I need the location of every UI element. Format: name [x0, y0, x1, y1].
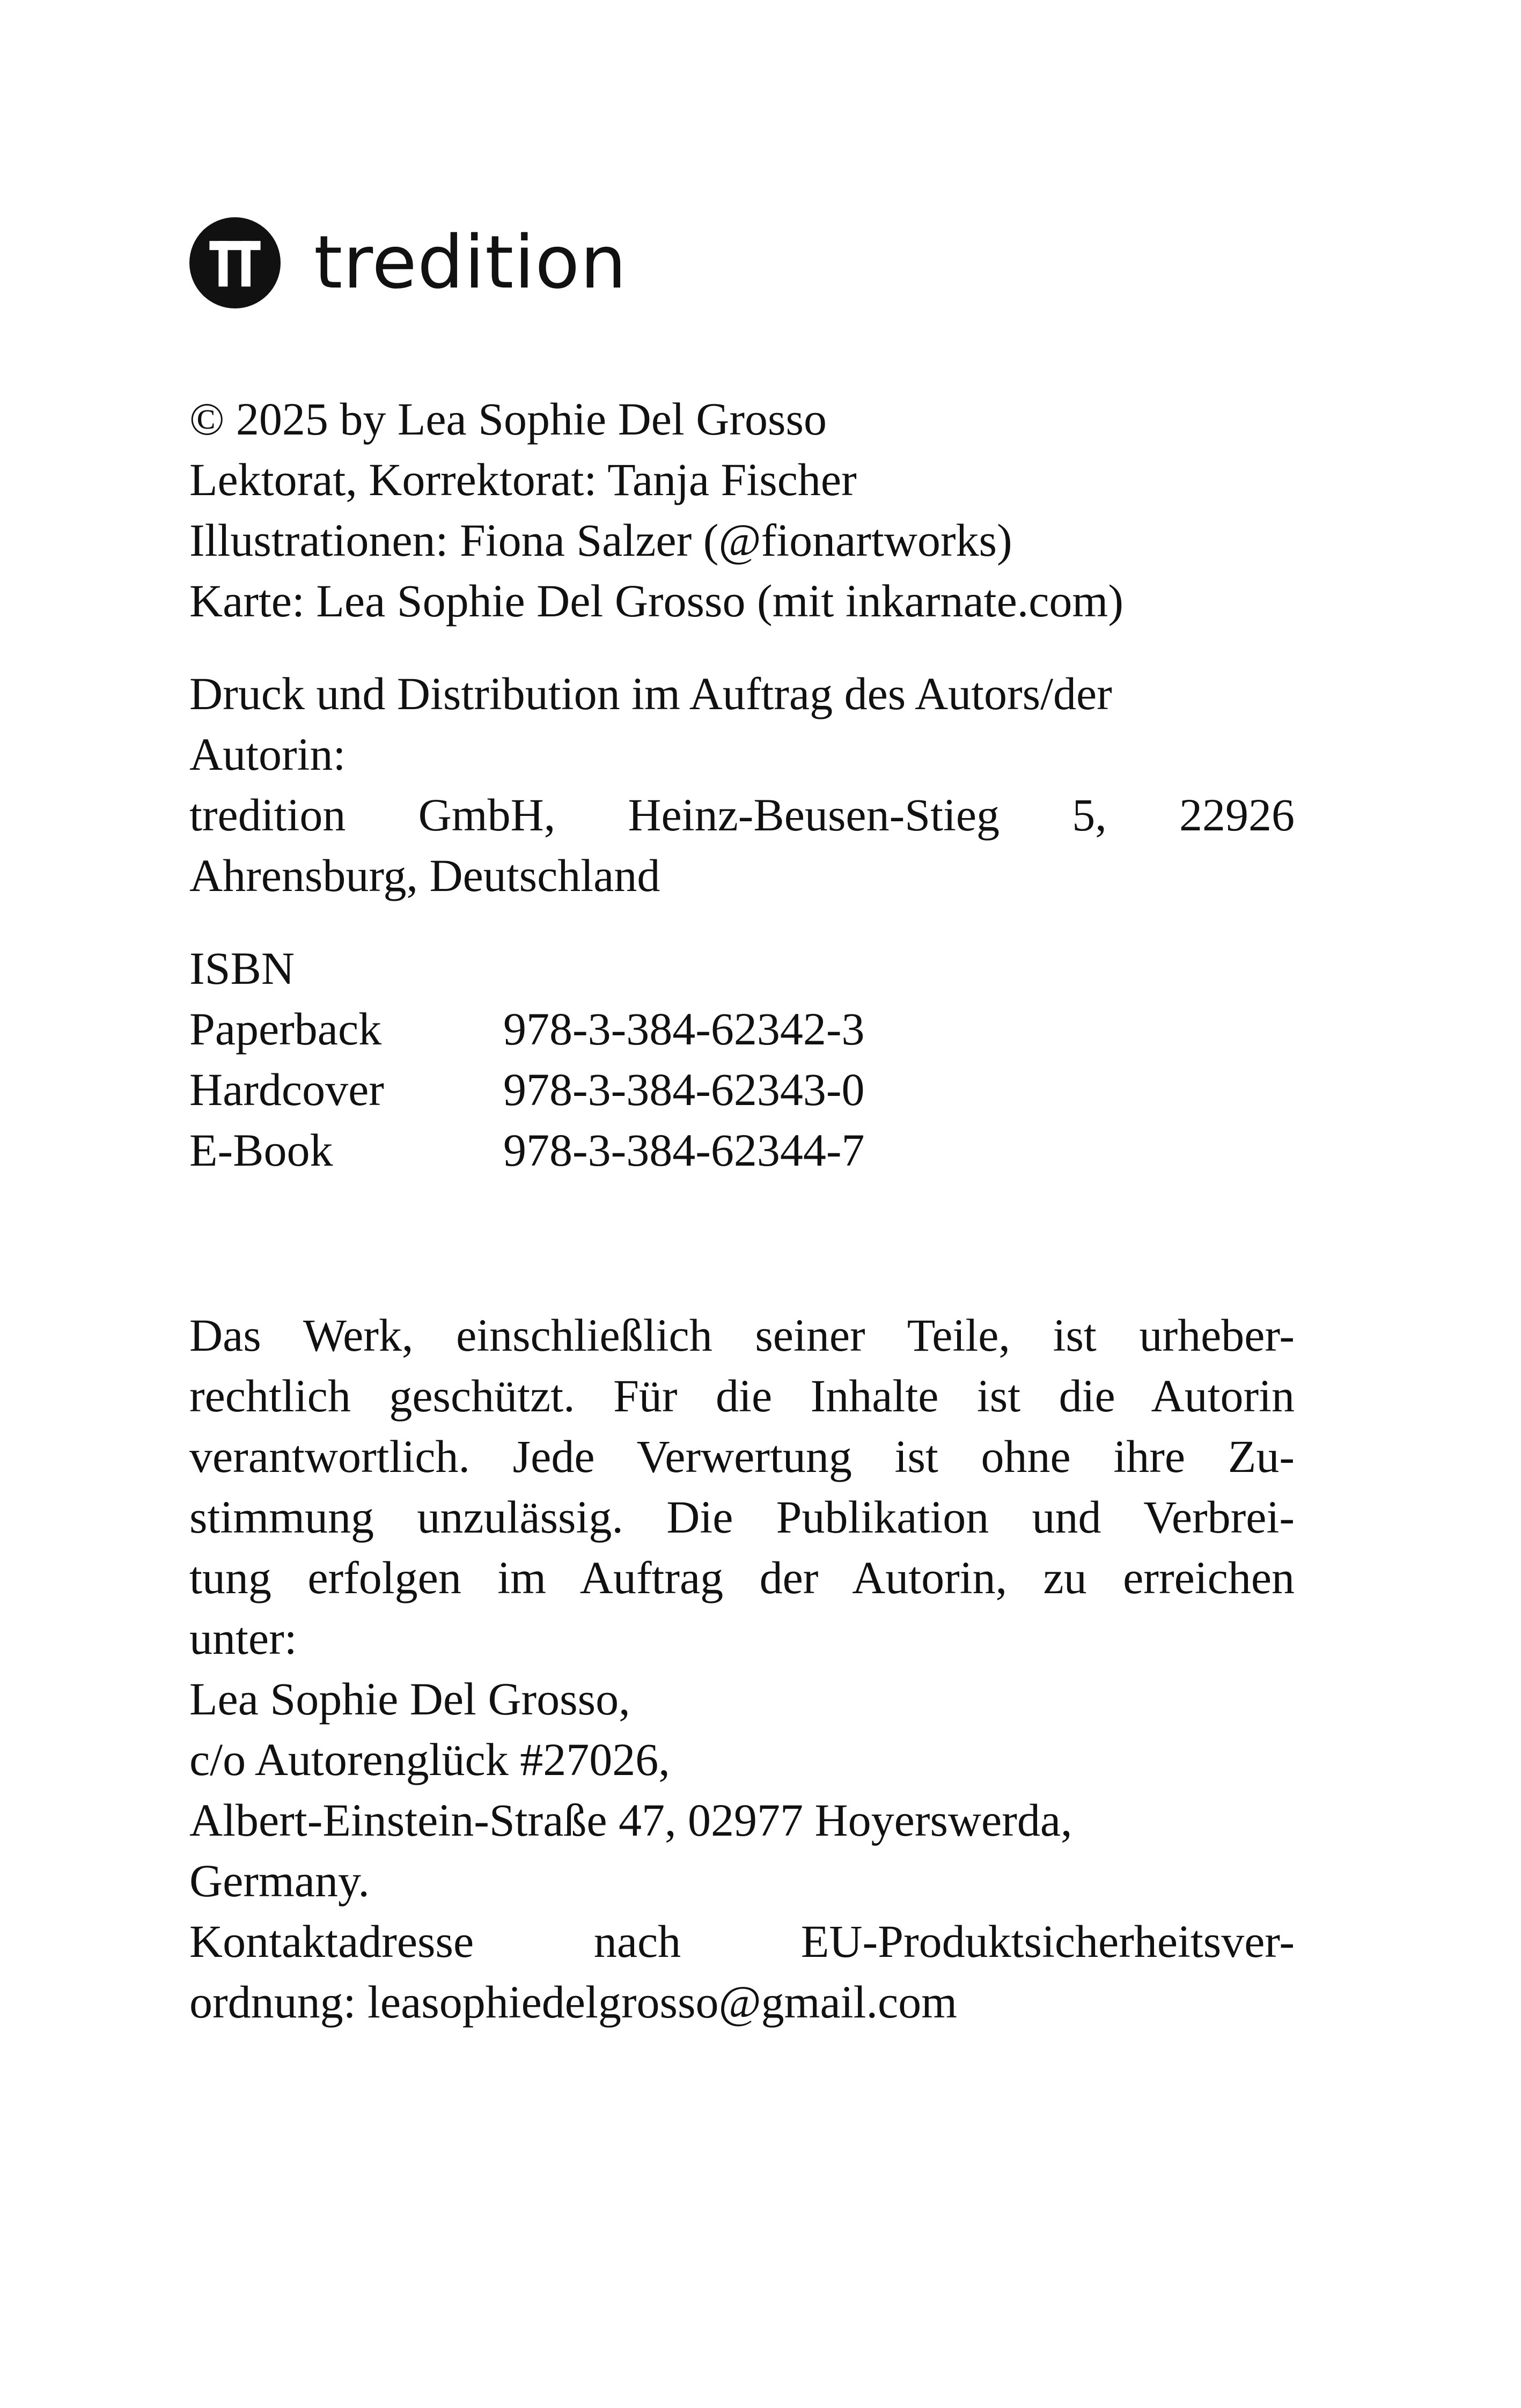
isbn-row-ebook: [189, 1120, 1295, 1181]
isbn-label: E-Book: [189, 1124, 333, 1176]
isbn-label: Paperback: [189, 1003, 382, 1055]
contact-email: ordnung: leasophiedelgrosso@gmail.com: [189, 1976, 958, 2028]
illustration-credit: Illustrationen: Fiona Salzer (@fionartworks): [189, 514, 1012, 566]
distribution-line: Autorin:: [189, 728, 346, 780]
notice-line: unter:: [189, 1612, 297, 1664]
editing-credit: Lektorat, Korrektorat: Tanja Fischer: [189, 454, 857, 505]
isbn-label: Hardcover: [189, 1064, 384, 1115]
author-name: Lea Sophie Del Grosso,: [189, 1673, 630, 1725]
author-care-of: c/o Autorenglück #27026,: [189, 1734, 670, 1785]
notice-line: tung erfolgen im Auftrag der Autorin, zu erreichen: [189, 1552, 1295, 1603]
credits-block: [189, 389, 1295, 631]
copyright-line: © 2025 by Lea Sophie Del Grosso: [189, 393, 827, 445]
distribution-line: Druck und Distribution im Auftrag des Autors/der: [189, 668, 1112, 719]
isbn-block: [189, 938, 1295, 1181]
tredition-logo-icon: [189, 217, 281, 308]
isbn-row-hardcover: [189, 1059, 1295, 1120]
publisher-city: Ahrensburg, Deutschland: [189, 850, 660, 901]
publisher-logo: [189, 215, 1295, 311]
author-country: Germany.: [189, 1855, 370, 1906]
distribution-block: [189, 664, 1295, 906]
isbn-value: 978-3-384-62343-0: [503, 1064, 865, 1115]
notice-line: Das Werk, einschließlich seiner Teile, ist urheber-: [189, 1309, 1295, 1361]
publisher-address: tredition GmbH, Heinz-Beusen-Stieg 5, 22926: [189, 789, 1295, 841]
contact-line: Kontaktadresse nach EU-Produktsicherheitsver-: [189, 1916, 1295, 1967]
isbn-heading: ISBN: [189, 942, 295, 994]
isbn-row-paperback: [189, 999, 1295, 1059]
map-credit: Karte: Lea Sophie Del Grosso (mit inkarnate.com): [189, 575, 1123, 627]
isbn-value: 978-3-384-62342-3: [503, 1003, 865, 1055]
notice-line: rechtlich geschützt. Für die Inhalte ist die Autorin: [189, 1370, 1295, 1422]
isbn-value: 978-3-384-62344-7: [503, 1124, 865, 1176]
notice-line: verantwortlich. Jede Verwertung ist ohne ihre Zu-: [189, 1431, 1295, 1482]
imprint-page: [189, 215, 1295, 2033]
notice-line: stimmung unzulässig. Die Publikation und Verbrei-: [189, 1491, 1295, 1543]
publisher-wordmark: tredition: [314, 220, 627, 305]
copyright-notice: [189, 1305, 1295, 2033]
author-street-address: Albert-Einstein-Straße 47, 02977 Hoyerswerda,: [189, 1794, 1072, 1846]
